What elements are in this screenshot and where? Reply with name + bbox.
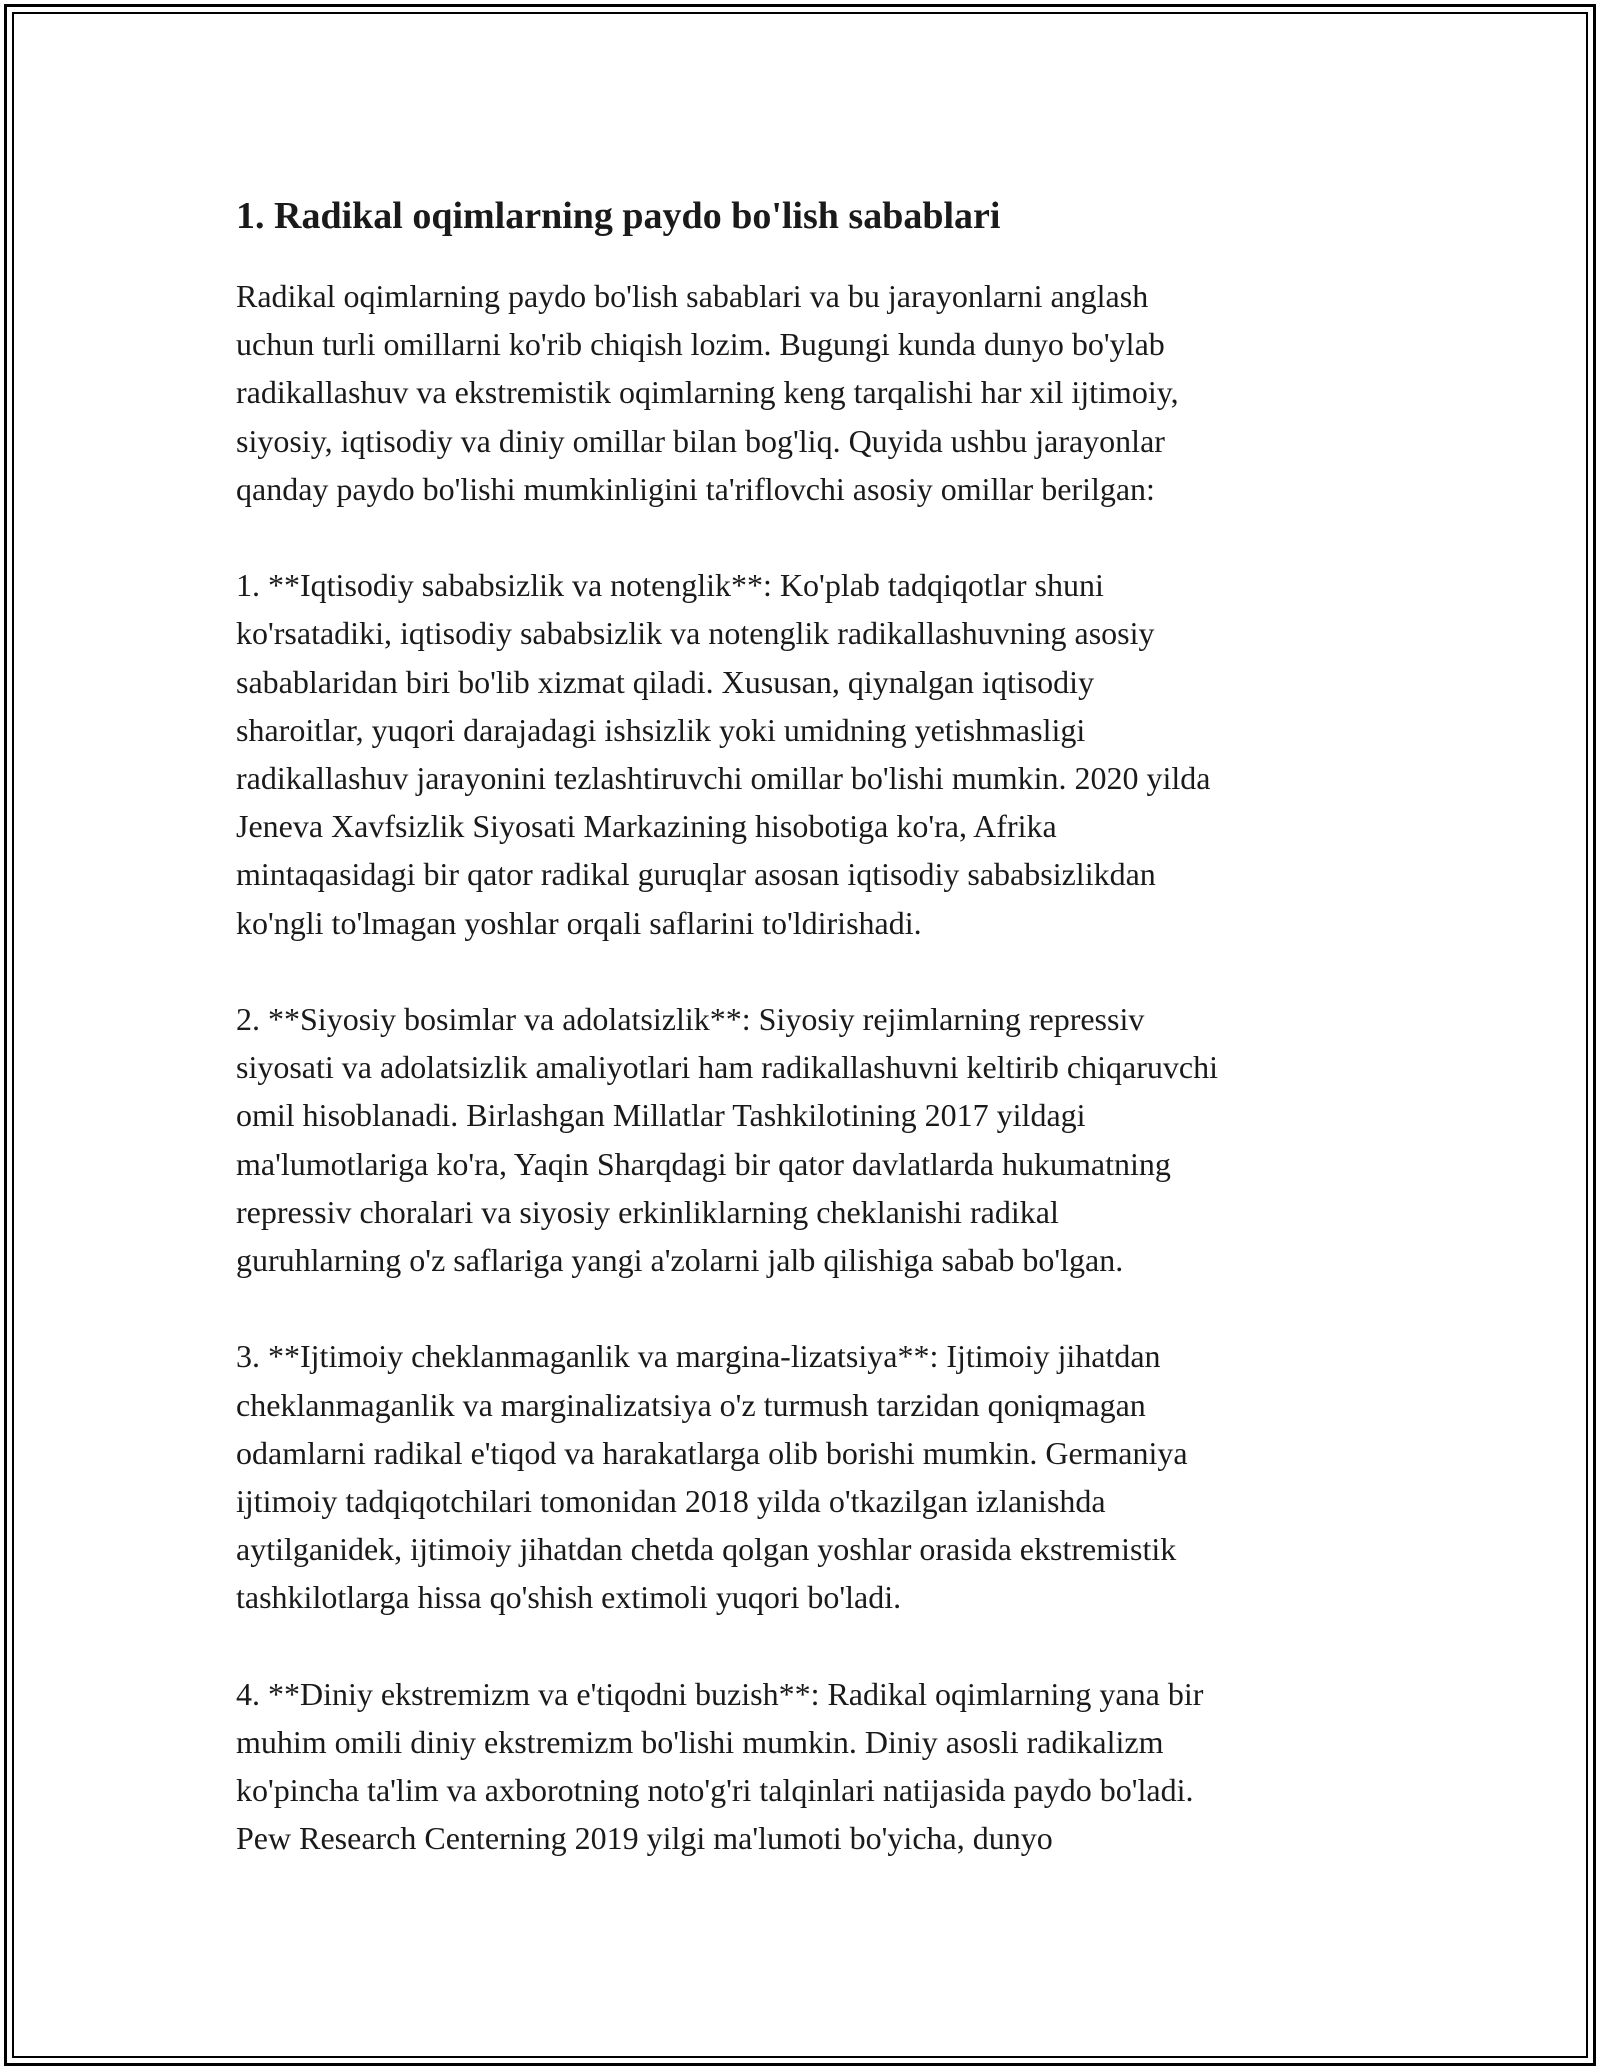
section-heading: 1. Radikal oqimlarning paydo bo'lish sabablari [236, 195, 1001, 237]
document-body [236, 180, 1396, 1911]
intro-paragraph: Radikal oqimlarning paydo bo'lish sabablari va bu jarayonlarni anglash uchun turli omillarni ko'rib chiqish lozim. Bugungi kunda dunyo bo'ylab radikallashuv va ekstremistik oqimlarning keng tarqalishi har xil ijtimoiy, siyosiy, iqtisodiy va diniy omillar bilan bog'liq. Quyida ushbu jarayonlar qanday paydo bo'lishi mumkinligini ta'riflovchi asosiy omillar berilgan: [236, 278, 1179, 507]
point-2-political-paragraph: 2. **Siyosiy bosimlar va adolatsizlik**: Siyosiy rejimlarning repressiv siyosati va adolatsizlik amaliyotlari ham radikallashuvni keltirib chiqaruvchi omil hisoblanadi. Birlashgan Millatlar Tashkilotining 2017 yildagi ma'lumotlariga ko'ra, Yaqin Sharqdagi bir qator davlatlarda hukumatning repressiv choralari va siyosiy erkinliklarning cheklanishi radikal guruhlarning o'z saflariga yangi a'zolarni jalb qilishiga sabab bo'lgan. [236, 1001, 1218, 1279]
point-3-social-paragraph: 3. **Ijtimoiy cheklanmaganlik va margina-lizatsiya**: Ijtimoiy jihatdan cheklanmaganlik va marginalizatsiya o'z turmush tarzidan qoniqmagan odamlarni radikal e'tiqod va harakatlarga olib borishi mumkin. Germaniya ijtimoiy tadqiqotchilari tomonidan 2018 yilda o'tkazilgan izlanishda aytilganidek, ijtimoiy jihatdan chetda qolgan yoshlar orasida ekstremistik tashkilotlarga hissa qo'shish extimoli yuqori bo'ladi. [236, 1338, 1188, 1616]
point-1-economic-paragraph: 1. **Iqtisodiy sababsizlik va notenglik**: Ko'plab tadqiqotlar shuni ko'rsatadiki, iqtisodiy sababsizlik va notenglik radikallashuvning asosiy sabablaridan biri bo'lib xizmat qiladi. Xususan, qiynalgan iqtisodiy sharoitlar, yuqori darajadagi ishsizlik yoki umidning yetishmasligi radikallashuv jarayonini tezlashtiruvchi omillar bo'lishi mumkin. 2020 yilda Jeneva Xavfsizlik Siyosati Markazining hisobotiga ko'ra, Afrika mintaqasidagi bir qator radikal guruqlar asosan iqtisodiy sababsizlikdan ko'ngli to'lmagan yoshlar orqali saflarini to'ldirishadi. [236, 567, 1211, 941]
point-4-religious-paragraph: 4. **Diniy ekstremizm va e'tiqodni buzish**: Radikal oqimlarning yana bir muhim omili diniy ekstremizm bo'lishi mumkin. Diniy asosli radikalizm ko'pincha ta'lim va axborotning noto'g'ri talqinlari natijasida paydo bo'ladi. Pew Research Centerning 2019 yilgi ma'lumoti bo'yicha, dunyo [236, 1675, 1204, 1857]
